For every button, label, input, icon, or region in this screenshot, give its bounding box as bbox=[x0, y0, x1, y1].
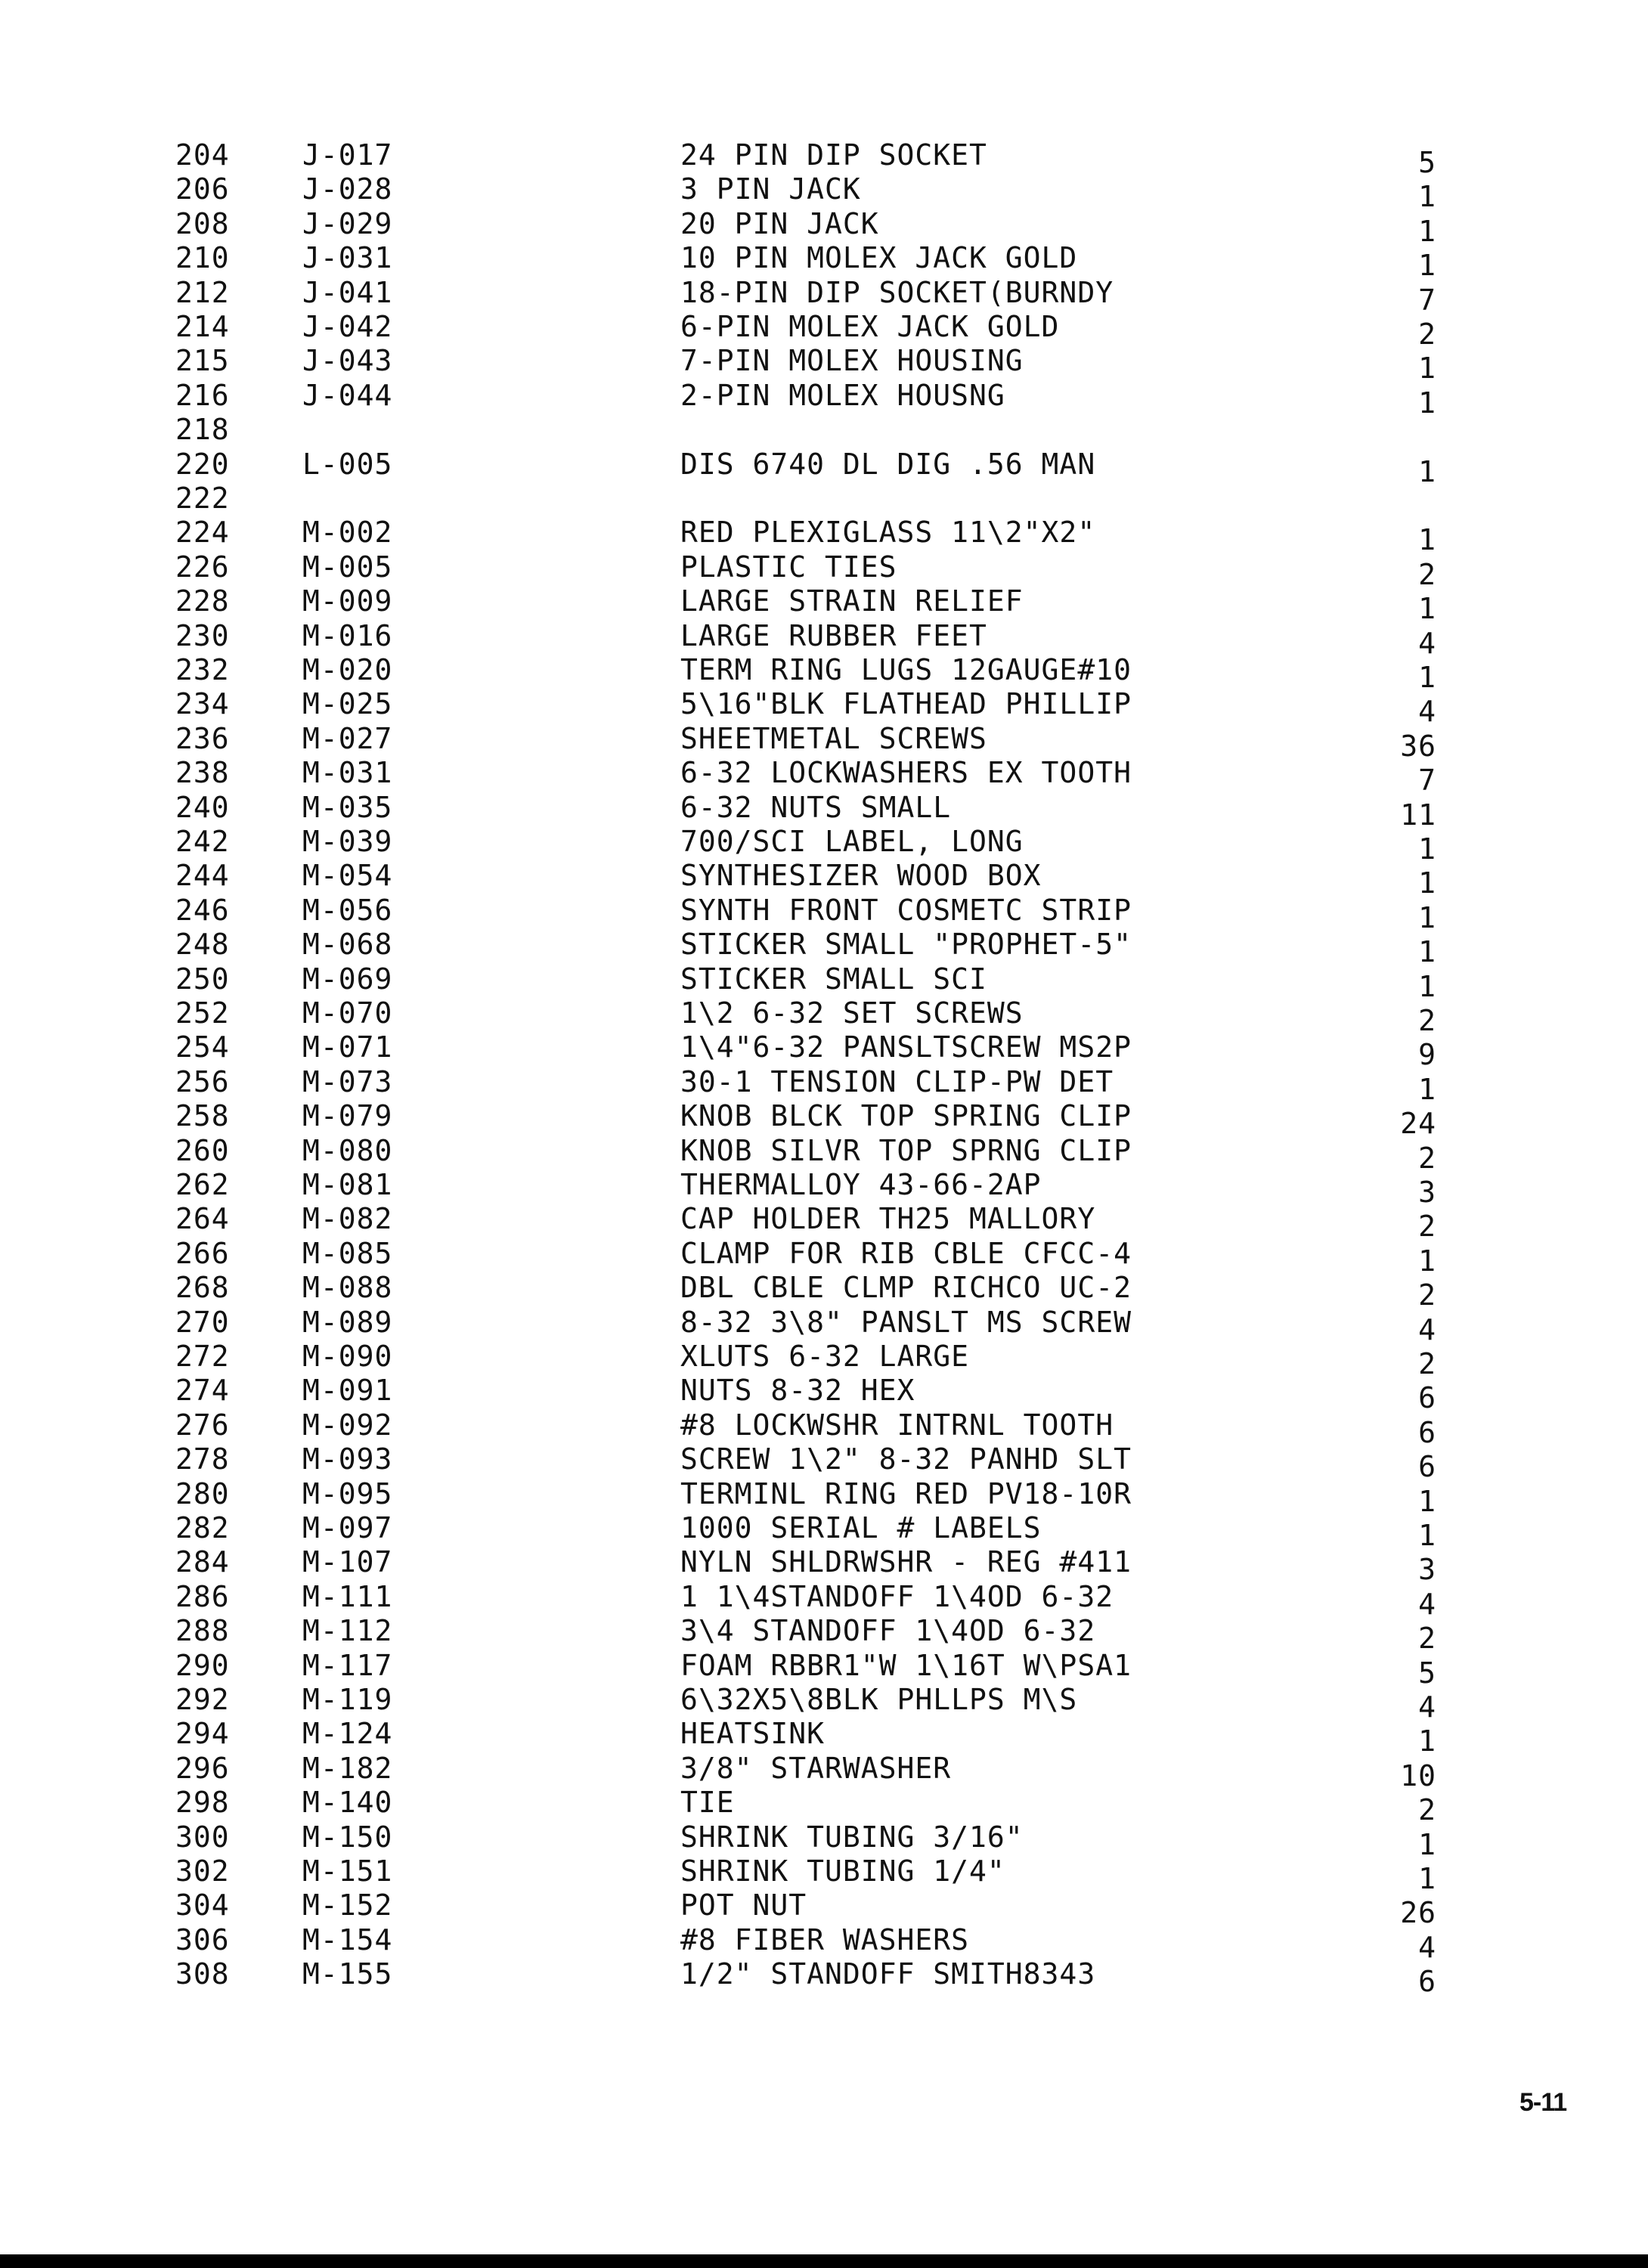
part-number: J-028 bbox=[302, 172, 393, 206]
part-description: TERMINL RING RED PV18-10R bbox=[680, 1477, 1132, 1510]
part-number: M-039 bbox=[302, 825, 393, 858]
quantity: 3 bbox=[1418, 1553, 1436, 1586]
part-number: M-071 bbox=[302, 1030, 393, 1064]
quantity: 1 bbox=[1418, 523, 1436, 556]
part-description: 6-32 LOCKWASHERS EX TOOTH bbox=[680, 756, 1132, 789]
quantity: 6 bbox=[1418, 1416, 1436, 1449]
item-number: 218 bbox=[175, 413, 230, 446]
part-number: M-016 bbox=[302, 619, 393, 652]
part-number: M-035 bbox=[302, 791, 393, 824]
part-number: M-107 bbox=[302, 1545, 393, 1579]
quantity: 1 bbox=[1418, 592, 1436, 625]
part-description: 20 PIN JACK bbox=[680, 207, 879, 240]
part-number: M-056 bbox=[302, 894, 393, 927]
parts-row bbox=[0, 858, 1648, 900]
item-number: 246 bbox=[175, 894, 230, 927]
item-number: 232 bbox=[175, 653, 230, 686]
parts-row bbox=[0, 515, 1648, 556]
parts-row bbox=[0, 1613, 1648, 1655]
parts-row bbox=[0, 1373, 1648, 1414]
part-number: J-017 bbox=[302, 138, 393, 172]
part-description: 6-PIN MOLEX JACK GOLD bbox=[680, 310, 1060, 343]
part-number: M-073 bbox=[302, 1065, 393, 1098]
quantity: 1 bbox=[1418, 1828, 1436, 1861]
part-description: POT NUT bbox=[680, 1888, 807, 1922]
item-number: 228 bbox=[175, 584, 230, 618]
part-description: #8 LOCKWSHR INTRNL TOOTH bbox=[680, 1408, 1114, 1442]
parts-row bbox=[0, 378, 1648, 420]
part-number: L-005 bbox=[302, 448, 393, 481]
parts-row bbox=[0, 1751, 1648, 1792]
part-number: M-093 bbox=[302, 1442, 393, 1476]
item-number: 242 bbox=[175, 825, 230, 858]
parts-row bbox=[0, 790, 1648, 832]
item-number: 216 bbox=[175, 379, 230, 412]
item-number: 272 bbox=[175, 1340, 230, 1373]
quantity: 24 bbox=[1400, 1107, 1436, 1140]
part-number: M-154 bbox=[302, 1923, 393, 1957]
quantity: 4 bbox=[1418, 1690, 1436, 1724]
parts-row bbox=[0, 1236, 1648, 1278]
parts-row bbox=[0, 1579, 1648, 1621]
quantity: 36 bbox=[1400, 730, 1436, 763]
part-description: FOAM RBBR1"W 1\16T W\PSA1 bbox=[680, 1649, 1132, 1682]
item-number: 230 bbox=[175, 619, 230, 652]
part-number: M-082 bbox=[302, 1202, 393, 1235]
parts-row bbox=[0, 1957, 1648, 1998]
quantity: 1 bbox=[1418, 249, 1436, 282]
quantity: 2 bbox=[1418, 1142, 1436, 1175]
item-number: 270 bbox=[175, 1306, 230, 1339]
quantity: 6 bbox=[1418, 1450, 1436, 1483]
item-number: 224 bbox=[175, 516, 230, 549]
item-number: 260 bbox=[175, 1134, 230, 1167]
item-number: 248 bbox=[175, 928, 230, 961]
part-description: DBL CBLE CLMP RICHCO UC-2 bbox=[680, 1271, 1132, 1304]
quantity: 1 bbox=[1418, 901, 1436, 934]
item-number: 298 bbox=[175, 1786, 230, 1819]
part-number: M-095 bbox=[302, 1477, 393, 1510]
parts-row bbox=[0, 893, 1648, 934]
part-number: M-009 bbox=[302, 584, 393, 618]
item-number: 274 bbox=[175, 1374, 230, 1407]
part-description: NUTS 8-32 HEX bbox=[680, 1374, 915, 1407]
quantity: 7 bbox=[1418, 284, 1436, 317]
part-description: #8 FIBER WASHERS bbox=[680, 1923, 970, 1957]
item-number: 268 bbox=[175, 1271, 230, 1304]
part-description: 2-PIN MOLEX HOUSNG bbox=[680, 379, 1005, 412]
item-number: 278 bbox=[175, 1442, 230, 1476]
quantity: 9 bbox=[1418, 1038, 1436, 1071]
item-number: 244 bbox=[175, 859, 230, 892]
parts-row bbox=[0, 275, 1648, 317]
part-number: M-002 bbox=[302, 516, 393, 549]
parts-row bbox=[0, 138, 1648, 179]
part-number: J-031 bbox=[302, 241, 393, 274]
part-description: 5\16"BLK FLATHEAD PHILLIP bbox=[680, 687, 1132, 720]
item-number: 250 bbox=[175, 962, 230, 996]
quantity: 10 bbox=[1400, 1759, 1436, 1792]
part-description: LARGE RUBBER FEET bbox=[680, 619, 987, 652]
item-number: 288 bbox=[175, 1614, 230, 1647]
part-number: M-070 bbox=[302, 996, 393, 1030]
item-number: 206 bbox=[175, 172, 230, 206]
quantity: 3 bbox=[1418, 1176, 1436, 1209]
part-number: M-027 bbox=[302, 722, 393, 755]
item-number: 266 bbox=[175, 1237, 230, 1270]
quantity: 11 bbox=[1400, 798, 1436, 832]
item-number: 256 bbox=[175, 1065, 230, 1098]
item-number: 290 bbox=[175, 1649, 230, 1682]
part-number: M-085 bbox=[302, 1237, 393, 1270]
quantity: 1 bbox=[1418, 1724, 1436, 1758]
part-description: SHRINK TUBING 1/4" bbox=[680, 1854, 1005, 1888]
part-number: M-155 bbox=[302, 1957, 393, 1991]
parts-row bbox=[0, 721, 1648, 763]
parts-row bbox=[0, 1923, 1648, 1964]
part-description: 1\2 6-32 SET SCREWS bbox=[680, 996, 1024, 1030]
item-number: 306 bbox=[175, 1923, 230, 1957]
item-number: 276 bbox=[175, 1408, 230, 1442]
part-number: M-151 bbox=[302, 1854, 393, 1888]
quantity: 2 bbox=[1418, 1210, 1436, 1243]
parts-row bbox=[0, 1167, 1648, 1209]
part-number: J-043 bbox=[302, 344, 393, 377]
quantity: 1 bbox=[1418, 935, 1436, 968]
part-number: M-119 bbox=[302, 1683, 393, 1716]
parts-row bbox=[0, 481, 1648, 516]
part-number: M-117 bbox=[302, 1649, 393, 1682]
part-number: M-150 bbox=[302, 1820, 393, 1854]
part-number: M-069 bbox=[302, 962, 393, 996]
parts-row bbox=[0, 447, 1648, 488]
parts-row bbox=[0, 1854, 1648, 1895]
part-description: SHRINK TUBING 3/16" bbox=[680, 1820, 1024, 1854]
item-number: 282 bbox=[175, 1511, 230, 1545]
part-description: 18-PIN DIP SOCKET(BURNDY bbox=[680, 276, 1114, 309]
part-number: M-088 bbox=[302, 1271, 393, 1304]
item-number: 296 bbox=[175, 1752, 230, 1785]
part-number: M-089 bbox=[302, 1306, 393, 1339]
item-number: 302 bbox=[175, 1854, 230, 1888]
part-number: M-097 bbox=[302, 1511, 393, 1545]
part-description: 3 PIN JACK bbox=[680, 172, 861, 206]
quantity: 5 bbox=[1418, 146, 1436, 179]
item-number: 258 bbox=[175, 1099, 230, 1132]
part-number: M-112 bbox=[302, 1614, 393, 1647]
item-number: 214 bbox=[175, 310, 230, 343]
quantity: 26 bbox=[1400, 1896, 1436, 1929]
part-number: M-152 bbox=[302, 1888, 393, 1922]
parts-row bbox=[0, 686, 1648, 728]
quantity: 1 bbox=[1418, 1519, 1436, 1552]
quantity: 4 bbox=[1418, 1313, 1436, 1346]
part-description: DIS 6740 DL DIG .56 MAN bbox=[680, 448, 1096, 481]
parts-row bbox=[0, 172, 1648, 213]
part-description: 1\4"6-32 PANSLTSCREW MS2P bbox=[680, 1030, 1132, 1064]
part-description: THERMALLOY 43-66-2AP bbox=[680, 1168, 1042, 1201]
part-description: 3/8" STARWASHER bbox=[680, 1752, 952, 1785]
part-description: RED PLEXIGLASS 11\2"X2" bbox=[680, 516, 1096, 549]
parts-row bbox=[0, 618, 1648, 660]
quantity: 4 bbox=[1418, 1588, 1436, 1621]
item-number: 304 bbox=[175, 1888, 230, 1922]
parts-row bbox=[0, 996, 1648, 1037]
item-number: 212 bbox=[175, 276, 230, 309]
part-number: J-029 bbox=[302, 207, 393, 240]
part-description: CLAMP FOR RIB CBLE CFCC-4 bbox=[680, 1237, 1132, 1270]
parts-row bbox=[0, 412, 1648, 447]
part-description: TERM RING LUGS 12GAUGE#10 bbox=[680, 653, 1132, 686]
part-description: CAP HOLDER TH25 MALLORY bbox=[680, 1202, 1096, 1235]
part-description: 24 PIN DIP SOCKET bbox=[680, 138, 987, 172]
item-number: 220 bbox=[175, 448, 230, 481]
part-description: STICKER SMALL "PROPHET-5" bbox=[680, 928, 1132, 961]
bottom-rule bbox=[0, 2254, 1648, 2268]
part-description: KNOB SILVR TOP SPRNG CLIP bbox=[680, 1134, 1132, 1167]
parts-row bbox=[0, 1339, 1648, 1380]
part-description: 8-32 3\8" PANSLT MS SCREW bbox=[680, 1306, 1132, 1339]
item-number: 280 bbox=[175, 1477, 230, 1510]
quantity: 2 bbox=[1418, 558, 1436, 591]
part-number: M-081 bbox=[302, 1168, 393, 1201]
part-number: M-090 bbox=[302, 1340, 393, 1373]
item-number: 222 bbox=[175, 482, 230, 515]
part-number: M-140 bbox=[302, 1786, 393, 1819]
part-number: M-111 bbox=[302, 1580, 393, 1613]
parts-row bbox=[0, 1545, 1648, 1586]
item-number: 308 bbox=[175, 1957, 230, 1991]
quantity: 7 bbox=[1418, 764, 1436, 797]
parts-row bbox=[0, 1408, 1648, 1449]
part-number: J-041 bbox=[302, 276, 393, 309]
parts-row bbox=[0, 240, 1648, 282]
quantity: 1 bbox=[1418, 661, 1436, 694]
part-description: 30-1 TENSION CLIP-PW DET bbox=[680, 1065, 1114, 1098]
item-number: 292 bbox=[175, 1683, 230, 1716]
parts-row bbox=[0, 1305, 1648, 1346]
parts-row bbox=[0, 1648, 1648, 1690]
quantity: 2 bbox=[1418, 1004, 1436, 1037]
parts-row bbox=[0, 1270, 1648, 1312]
part-number: M-124 bbox=[302, 1717, 393, 1750]
quantity: 1 bbox=[1418, 352, 1436, 385]
item-number: 286 bbox=[175, 1580, 230, 1613]
item-number: 294 bbox=[175, 1717, 230, 1750]
part-description: SCREW 1\2" 8-32 PANHD SLT bbox=[680, 1442, 1132, 1476]
parts-row bbox=[0, 1888, 1648, 1929]
parts-row bbox=[0, 1098, 1648, 1140]
part-description: KNOB BLCK TOP SPRING CLIP bbox=[680, 1099, 1132, 1132]
item-number: 204 bbox=[175, 138, 230, 172]
quantity: 6 bbox=[1418, 1965, 1436, 1998]
part-number: M-054 bbox=[302, 859, 393, 892]
parts-row bbox=[0, 1201, 1648, 1243]
quantity: 1 bbox=[1418, 866, 1436, 900]
item-number: 252 bbox=[175, 996, 230, 1030]
part-description: STICKER SMALL SCI bbox=[680, 962, 987, 996]
parts-row bbox=[0, 309, 1648, 351]
part-number: M-031 bbox=[302, 756, 393, 789]
part-number: M-025 bbox=[302, 687, 393, 720]
part-description: 700/SCI LABEL, LONG bbox=[680, 825, 1024, 858]
parts-row bbox=[0, 824, 1648, 866]
quantity: 1 bbox=[1418, 1862, 1436, 1895]
quantity: 1 bbox=[1418, 970, 1436, 1003]
part-description: NYLN SHLDRWSHR - REG #411 bbox=[680, 1545, 1132, 1579]
parts-row bbox=[0, 755, 1648, 797]
item-number: 215 bbox=[175, 344, 230, 377]
parts-row bbox=[0, 927, 1648, 968]
part-number: M-080 bbox=[302, 1134, 393, 1167]
part-description: 3\4 STANDOFF 1\4OD 6-32 bbox=[680, 1614, 1096, 1647]
quantity: 2 bbox=[1418, 1278, 1436, 1312]
quantity: 1 bbox=[1418, 180, 1436, 213]
quantity: 1 bbox=[1418, 1073, 1436, 1106]
item-number: 254 bbox=[175, 1030, 230, 1064]
part-number: M-079 bbox=[302, 1099, 393, 1132]
part-number: M-068 bbox=[302, 928, 393, 961]
part-number: J-044 bbox=[302, 379, 393, 412]
part-number: M-091 bbox=[302, 1374, 393, 1407]
item-number: 264 bbox=[175, 1202, 230, 1235]
item-number: 236 bbox=[175, 722, 230, 755]
quantity: 4 bbox=[1418, 1931, 1436, 1964]
item-number: 226 bbox=[175, 550, 230, 584]
part-description: SHEETMETAL SCREWS bbox=[680, 722, 987, 755]
parts-row bbox=[0, 343, 1648, 385]
parts-row bbox=[0, 1785, 1648, 1826]
quantity: 1 bbox=[1418, 832, 1436, 866]
parts-row bbox=[0, 652, 1648, 694]
part-number: M-020 bbox=[302, 653, 393, 686]
quantity: 6 bbox=[1418, 1381, 1436, 1414]
parts-row bbox=[0, 584, 1648, 625]
item-number: 262 bbox=[175, 1168, 230, 1201]
quantity: 1 bbox=[1418, 215, 1436, 248]
part-description: 6-32 NUTS SMALL bbox=[680, 791, 952, 824]
parts-row bbox=[0, 1716, 1648, 1758]
part-description: 6\32X5\8BLK PHLLPS M\S bbox=[680, 1683, 1078, 1716]
quantity: 1 bbox=[1418, 455, 1436, 488]
part-description: 10 PIN MOLEX JACK GOLD bbox=[680, 241, 1078, 274]
parts-row bbox=[0, 1510, 1648, 1552]
quantity: 2 bbox=[1418, 318, 1436, 351]
part-description: 1 1\4STANDOFF 1\4OD 6-32 bbox=[680, 1580, 1114, 1613]
quantity: 4 bbox=[1418, 627, 1436, 660]
parts-row bbox=[0, 1064, 1648, 1106]
quantity: 1 bbox=[1418, 1244, 1436, 1278]
item-number: 234 bbox=[175, 687, 230, 720]
part-description: 1/2" STANDOFF SMITH8343 bbox=[680, 1957, 1096, 1991]
quantity: 2 bbox=[1418, 1347, 1436, 1380]
part-number: J-042 bbox=[302, 310, 393, 343]
item-number: 208 bbox=[175, 207, 230, 240]
parts-row bbox=[0, 206, 1648, 248]
page-number: 5-11 bbox=[1519, 2088, 1567, 2117]
parts-row bbox=[0, 1442, 1648, 1483]
item-number: 210 bbox=[175, 241, 230, 274]
parts-row bbox=[0, 1820, 1648, 1861]
item-number: 284 bbox=[175, 1545, 230, 1579]
part-description: 1000 SERIAL # LABELS bbox=[680, 1511, 1042, 1545]
part-description: PLASTIC TIES bbox=[680, 550, 897, 584]
part-number: M-182 bbox=[302, 1752, 393, 1785]
part-description: TIE bbox=[680, 1786, 735, 1819]
item-number: 240 bbox=[175, 791, 230, 824]
quantity: 1 bbox=[1418, 1485, 1436, 1518]
quantity: 2 bbox=[1418, 1793, 1436, 1826]
parts-row bbox=[0, 962, 1648, 1003]
quantity: 1 bbox=[1418, 386, 1436, 420]
item-number: 300 bbox=[175, 1820, 230, 1854]
part-number: M-092 bbox=[302, 1408, 393, 1442]
parts-row bbox=[0, 1133, 1648, 1175]
parts-row bbox=[0, 1682, 1648, 1724]
part-number: M-005 bbox=[302, 550, 393, 584]
quantity: 4 bbox=[1418, 695, 1436, 728]
part-description: LARGE STRAIN RELIEF bbox=[680, 584, 1024, 618]
quantity: 5 bbox=[1418, 1656, 1436, 1690]
parts-row bbox=[0, 550, 1648, 591]
part-description: SYNTHESIZER WOOD BOX bbox=[680, 859, 1042, 892]
item-number: 238 bbox=[175, 756, 230, 789]
part-description: XLUTS 6-32 LARGE bbox=[680, 1340, 970, 1373]
part-description: 7-PIN MOLEX HOUSING bbox=[680, 344, 1024, 377]
parts-row bbox=[0, 1476, 1648, 1518]
part-description: HEATSINK bbox=[680, 1717, 826, 1750]
part-description: SYNTH FRONT COSMETC STRIP bbox=[680, 894, 1132, 927]
parts-row bbox=[0, 1030, 1648, 1071]
quantity: 2 bbox=[1418, 1622, 1436, 1655]
